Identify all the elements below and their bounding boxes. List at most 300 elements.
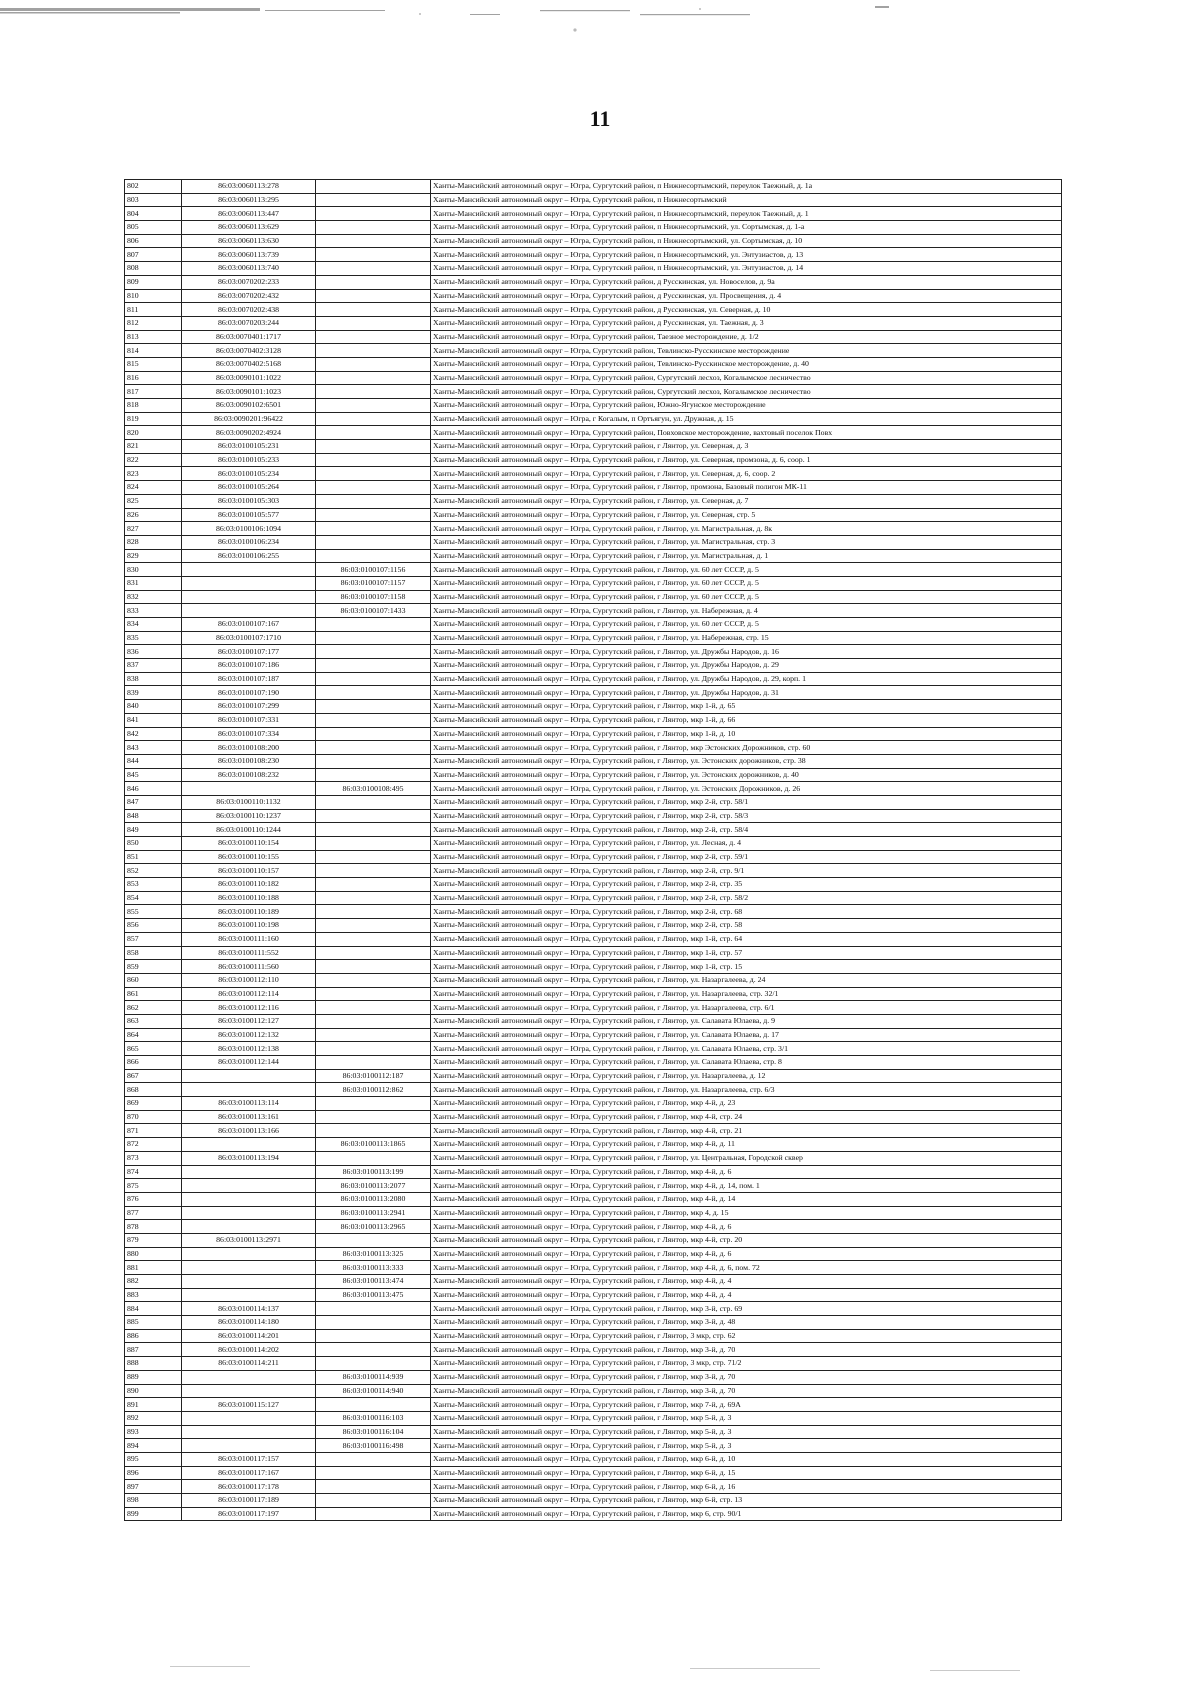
cadastral-number-cell bbox=[182, 1275, 316, 1289]
cadastral-number-cell: 86:03:0100117:178 bbox=[182, 1480, 316, 1494]
row-number-cell: 882 bbox=[125, 1275, 182, 1289]
row-number-cell: 810 bbox=[125, 289, 182, 303]
secondary-cadastral-number-cell bbox=[316, 1480, 431, 1494]
address-cell: Ханты-Мансийский автономный округ – Югра, Сургутский район, г Лянтор, мкр 5-й, д. 3 bbox=[431, 1411, 1062, 1425]
cadastral-number-cell: 86:03:0070402:5168 bbox=[182, 357, 316, 371]
cadastral-number-cell: 86:03:0060113:629 bbox=[182, 221, 316, 235]
row-number-cell: 804 bbox=[125, 207, 182, 221]
secondary-cadastral-number-cell: 86:03:0100114:940 bbox=[316, 1384, 431, 1398]
table-row bbox=[125, 809, 1062, 823]
table-row bbox=[125, 905, 1062, 919]
secondary-cadastral-number-cell bbox=[316, 1001, 431, 1015]
table-row bbox=[125, 1192, 1062, 1206]
address-cell: Ханты-Мансийский автономный округ – Югра, г Когалым, п Ортъягун, ул. Дружная, д. 15 bbox=[431, 412, 1062, 426]
address-cell: Ханты-Мансийский автономный округ – Югра, Сургутский район, г Лянтор, мкр 2-й, стр. 58/2 bbox=[431, 891, 1062, 905]
address-cell: Ханты-Мансийский автономный округ – Югра, Сургутский район, Сургутский лесхоз, Когалымское лесничество bbox=[431, 371, 1062, 385]
secondary-cadastral-number-cell bbox=[316, 1056, 431, 1070]
row-number-cell: 803 bbox=[125, 193, 182, 207]
address-cell: Ханты-Мансийский автономный округ – Югра, Сургутский район, Таезное месторождение, д. 1/2 bbox=[431, 330, 1062, 344]
cadastral-number-cell: 86:03:0100114:202 bbox=[182, 1343, 316, 1357]
table-body bbox=[125, 180, 1062, 1521]
table-row bbox=[125, 275, 1062, 289]
cadastral-number-cell: 86:03:0100111:560 bbox=[182, 960, 316, 974]
cadastral-number-cell: 86:03:0060113:295 bbox=[182, 193, 316, 207]
table-row bbox=[125, 1316, 1062, 1330]
row-number-cell: 859 bbox=[125, 960, 182, 974]
table-row bbox=[125, 357, 1062, 371]
address-cell: Ханты-Мансийский автономный округ – Югра, Сургутский район, г Лянтор, ул. Салавата Юлаева, д. 9 bbox=[431, 1014, 1062, 1028]
cadastral-number-cell: 86:03:0100110:1244 bbox=[182, 823, 316, 837]
page-number: 11 bbox=[589, 106, 611, 131]
row-number-cell: 829 bbox=[125, 549, 182, 563]
table-row bbox=[125, 576, 1062, 590]
secondary-cadastral-number-cell bbox=[316, 741, 431, 755]
table-row bbox=[125, 440, 1062, 454]
secondary-cadastral-number-cell bbox=[316, 1343, 431, 1357]
cadastral-number-cell: 86:03:0060113:278 bbox=[182, 180, 316, 194]
address-cell: Ханты-Мансийский автономный округ – Югра, Сургутский район, г Лянтор, мкр 2-й, стр. 58 bbox=[431, 919, 1062, 933]
table-row bbox=[125, 713, 1062, 727]
cadastral-number-cell: 86:03:0100117:167 bbox=[182, 1466, 316, 1480]
row-number-cell: 825 bbox=[125, 494, 182, 508]
table-row bbox=[125, 1206, 1062, 1220]
secondary-cadastral-number-cell bbox=[316, 330, 431, 344]
secondary-cadastral-number-cell: 86:03:0100113:325 bbox=[316, 1247, 431, 1261]
table-row bbox=[125, 1357, 1062, 1371]
secondary-cadastral-number-cell bbox=[316, 1466, 431, 1480]
address-cell: Ханты-Мансийский автономный округ – Югра, Сургутский район, г Лянтор, мкр 2-й, стр. 35 bbox=[431, 878, 1062, 892]
row-number-cell: 869 bbox=[125, 1097, 182, 1111]
secondary-cadastral-number-cell: 86:03:0100107:1157 bbox=[316, 576, 431, 590]
table-row bbox=[125, 727, 1062, 741]
secondary-cadastral-number-cell bbox=[316, 426, 431, 440]
table-row bbox=[125, 1138, 1062, 1152]
address-cell: Ханты-Мансийский автономный округ – Югра, Сургутский район, г Лянтор, мкр 1-й, д. 65 bbox=[431, 700, 1062, 714]
secondary-cadastral-number-cell bbox=[316, 672, 431, 686]
secondary-cadastral-number-cell bbox=[316, 522, 431, 536]
secondary-cadastral-number-cell bbox=[316, 960, 431, 974]
cadastral-number-cell: 86:03:0070202:438 bbox=[182, 303, 316, 317]
table-row bbox=[125, 399, 1062, 413]
address-cell: Ханты-Мансийский автономный округ – Югра, Сургутский район, г Лянтор, мкр 3-й, д. 48 bbox=[431, 1316, 1062, 1330]
table-row bbox=[125, 645, 1062, 659]
secondary-cadastral-number-cell bbox=[316, 905, 431, 919]
secondary-cadastral-number-cell bbox=[316, 795, 431, 809]
table-row bbox=[125, 768, 1062, 782]
row-number-cell: 837 bbox=[125, 659, 182, 673]
table-row bbox=[125, 371, 1062, 385]
secondary-cadastral-number-cell bbox=[316, 467, 431, 481]
table-row bbox=[125, 850, 1062, 864]
secondary-cadastral-number-cell bbox=[316, 987, 431, 1001]
row-number-cell: 806 bbox=[125, 234, 182, 248]
address-cell: Ханты-Мансийский автономный округ – Югра, Сургутский район, Сургутский лесхоз, Когалымское лесничество bbox=[431, 385, 1062, 399]
row-number-cell: 898 bbox=[125, 1494, 182, 1508]
cadastral-number-cell: 86:03:0100113:114 bbox=[182, 1097, 316, 1111]
row-number-cell: 828 bbox=[125, 535, 182, 549]
table-row bbox=[125, 618, 1062, 632]
row-number-cell: 867 bbox=[125, 1069, 182, 1083]
table-row bbox=[125, 878, 1062, 892]
table-row bbox=[125, 1384, 1062, 1398]
row-number-cell: 870 bbox=[125, 1110, 182, 1124]
table-row bbox=[125, 1179, 1062, 1193]
secondary-cadastral-number-cell bbox=[316, 659, 431, 673]
cadastral-number-cell: 86:03:0100114:211 bbox=[182, 1357, 316, 1371]
row-number-cell: 846 bbox=[125, 782, 182, 796]
secondary-cadastral-number-cell: 86:03:0100113:199 bbox=[316, 1165, 431, 1179]
cadastral-number-cell: 86:03:0090202:4924 bbox=[182, 426, 316, 440]
property-register-table bbox=[124, 179, 1062, 1521]
row-number-cell: 802 bbox=[125, 180, 182, 194]
cadastral-number-cell bbox=[182, 1138, 316, 1152]
address-cell: Ханты-Мансийский автономный округ – Югра, Сургутский район, г Лянтор, ул. Северная, д. 7 bbox=[431, 494, 1062, 508]
cadastral-number-cell: 86:03:0100112:138 bbox=[182, 1042, 316, 1056]
table-row bbox=[125, 1480, 1062, 1494]
row-number-cell: 817 bbox=[125, 385, 182, 399]
cadastral-number-cell: 86:03:0090101:1023 bbox=[182, 385, 316, 399]
address-cell: Ханты-Мансийский автономный округ – Югра, Сургутский район, п Нижнесортымский, переулок Таежный, д. 1а bbox=[431, 180, 1062, 194]
address-cell: Ханты-Мансийский автономный округ – Югра, Сургутский район, г Лянтор, мкр 5-й, д. 3 bbox=[431, 1425, 1062, 1439]
cadastral-number-cell: 86:03:0100110:157 bbox=[182, 864, 316, 878]
cadastral-number-cell: 86:03:0100114:137 bbox=[182, 1302, 316, 1316]
table-row bbox=[125, 1220, 1062, 1234]
row-number-cell: 874 bbox=[125, 1165, 182, 1179]
address-cell: Ханты-Мансийский автономный округ – Югра, Сургутский район, г Лянтор, ул. Лесная, д. 4 bbox=[431, 837, 1062, 851]
row-number-cell: 888 bbox=[125, 1357, 182, 1371]
address-cell: Ханты-Мансийский автономный округ – Югра, Сургутский район, г Лянтор, ул. Назаргалеева, стр. 6/1 bbox=[431, 1001, 1062, 1015]
cadastral-number-cell: 86:03:0070202:432 bbox=[182, 289, 316, 303]
address-cell: Ханты-Мансийский автономный округ – Югра, Сургутский район, г Лянтор, ул. Дружбы Народов, д. 29 bbox=[431, 659, 1062, 673]
row-number-cell: 895 bbox=[125, 1452, 182, 1466]
table-row bbox=[125, 1233, 1062, 1247]
row-number-cell: 894 bbox=[125, 1439, 182, 1453]
table-row bbox=[125, 1343, 1062, 1357]
cadastral-number-cell: 86:03:0100117:157 bbox=[182, 1452, 316, 1466]
row-number-cell: 813 bbox=[125, 330, 182, 344]
cadastral-number-cell: 86:03:0100105:233 bbox=[182, 453, 316, 467]
table-row bbox=[125, 659, 1062, 673]
cadastral-number-cell: 86:03:0100112:114 bbox=[182, 987, 316, 1001]
address-cell: Ханты-Мансийский автономный округ – Югра, Сургутский район, г Лянтор, ул. Центральная, Городской сквер bbox=[431, 1151, 1062, 1165]
table-row bbox=[125, 453, 1062, 467]
row-number-cell: 844 bbox=[125, 754, 182, 768]
row-number-cell: 807 bbox=[125, 248, 182, 262]
row-number-cell: 856 bbox=[125, 919, 182, 933]
cadastral-number-cell: 86:03:0100113:166 bbox=[182, 1124, 316, 1138]
cadastral-number-cell: 86:03:0100107:190 bbox=[182, 686, 316, 700]
row-number-cell: 860 bbox=[125, 973, 182, 987]
address-cell: Ханты-Мансийский автономный округ – Югра, Сургутский район, г Лянтор, ул. Северная, д. 3 bbox=[431, 440, 1062, 454]
row-number-cell: 816 bbox=[125, 371, 182, 385]
address-cell: Ханты-Мансийский автономный округ – Югра, Сургутский район, г Лянтор, мкр 2-й, стр. 58/3 bbox=[431, 809, 1062, 823]
row-number-cell: 857 bbox=[125, 932, 182, 946]
address-cell: Ханты-Мансийский автономный округ – Югра, Сургутский район, г Лянтор, ул. Эстонских Дорожников, д. 26 bbox=[431, 782, 1062, 796]
table-row bbox=[125, 1275, 1062, 1289]
address-cell: Ханты-Мансийский автономный округ – Югра, Сургутский район, г Лянтор, ул. Северная, д. 6, соор. 2 bbox=[431, 467, 1062, 481]
table-row bbox=[125, 330, 1062, 344]
table-row bbox=[125, 946, 1062, 960]
scan-noise-top bbox=[0, 0, 1200, 40]
row-number-cell: 823 bbox=[125, 467, 182, 481]
table-row bbox=[125, 1507, 1062, 1521]
secondary-cadastral-number-cell bbox=[316, 618, 431, 632]
address-cell: Ханты-Мансийский автономный округ – Югра, Сургутский район, г Лянтор, ул. Дружбы Народов, д. 29, корп. 1 bbox=[431, 672, 1062, 686]
cadastral-number-cell: 86:03:0100113:161 bbox=[182, 1110, 316, 1124]
address-cell: Ханты-Мансийский автономный округ – Югра, Сургутский район, г Лянтор, мкр 6-й, стр. 13 bbox=[431, 1494, 1062, 1508]
row-number-cell: 814 bbox=[125, 344, 182, 358]
address-cell: Ханты-Мансийский автономный округ – Югра, Сургутский район, г Лянтор, ул. Салавата Юлаева, стр. 8 bbox=[431, 1056, 1062, 1070]
table-row bbox=[125, 1466, 1062, 1480]
cadastral-number-cell: 86:03:0070203:244 bbox=[182, 316, 316, 330]
cadastral-number-cell: 86:03:0100106:1094 bbox=[182, 522, 316, 536]
cadastral-number-cell: 86:03:0100117:189 bbox=[182, 1494, 316, 1508]
cadastral-number-cell bbox=[182, 1384, 316, 1398]
table-row bbox=[125, 1302, 1062, 1316]
row-number-cell: 880 bbox=[125, 1247, 182, 1261]
table-row bbox=[125, 221, 1062, 235]
secondary-cadastral-number-cell bbox=[316, 700, 431, 714]
secondary-cadastral-number-cell bbox=[316, 1124, 431, 1138]
secondary-cadastral-number-cell bbox=[316, 221, 431, 235]
row-number-cell: 811 bbox=[125, 303, 182, 317]
secondary-cadastral-number-cell bbox=[316, 823, 431, 837]
cadastral-number-cell bbox=[182, 1425, 316, 1439]
secondary-cadastral-number-cell bbox=[316, 754, 431, 768]
secondary-cadastral-number-cell bbox=[316, 481, 431, 495]
scan-noise-bottom bbox=[0, 1640, 1200, 1689]
row-number-cell: 834 bbox=[125, 618, 182, 632]
secondary-cadastral-number-cell: 86:03:0100116:104 bbox=[316, 1425, 431, 1439]
row-number-cell: 897 bbox=[125, 1480, 182, 1494]
address-cell: Ханты-Мансийский автономный округ – Югра, Сургутский район, г Лянтор, мкр 4-й, стр. 20 bbox=[431, 1233, 1062, 1247]
address-cell: Ханты-Мансийский автономный округ – Югра, Сургутский район, г Лянтор, мкр 2-й, стр. 68 bbox=[431, 905, 1062, 919]
row-number-cell: 862 bbox=[125, 1001, 182, 1015]
address-cell: Ханты-Мансийский автономный округ – Югра, Сургутский район, г Лянтор, мкр 1-й, стр. 57 bbox=[431, 946, 1062, 960]
row-number-cell: 819 bbox=[125, 412, 182, 426]
secondary-cadastral-number-cell bbox=[316, 1014, 431, 1028]
cadastral-number-cell bbox=[182, 1165, 316, 1179]
cadastral-number-cell bbox=[182, 1179, 316, 1193]
table-row bbox=[125, 1398, 1062, 1412]
cadastral-number-cell bbox=[182, 590, 316, 604]
table-row bbox=[125, 207, 1062, 221]
cadastral-number-cell: 86:03:0100113:194 bbox=[182, 1151, 316, 1165]
row-number-cell: 848 bbox=[125, 809, 182, 823]
row-number-cell: 849 bbox=[125, 823, 182, 837]
cadastral-number-cell: 86:03:0100117:197 bbox=[182, 1507, 316, 1521]
cadastral-number-cell: 86:03:0100107:334 bbox=[182, 727, 316, 741]
table-row bbox=[125, 1028, 1062, 1042]
secondary-cadastral-number-cell bbox=[316, 303, 431, 317]
row-number-cell: 865 bbox=[125, 1042, 182, 1056]
row-number-cell: 833 bbox=[125, 604, 182, 618]
row-number-cell: 815 bbox=[125, 357, 182, 371]
secondary-cadastral-number-cell: 86:03:0100107:1156 bbox=[316, 563, 431, 577]
cadastral-number-cell: 86:03:0070202:233 bbox=[182, 275, 316, 289]
address-cell: Ханты-Мансийский автономный округ – Югра, Сургутский район, г Лянтор, мкр 4-й, д. 4 bbox=[431, 1275, 1062, 1289]
row-number-cell: 855 bbox=[125, 905, 182, 919]
address-cell: Ханты-Мансийский автономный округ – Югра, Сургутский район, г Лянтор, ул. Эстонских дорожников, стр. 38 bbox=[431, 754, 1062, 768]
table-row bbox=[125, 1261, 1062, 1275]
secondary-cadastral-number-cell bbox=[316, 262, 431, 276]
row-number-cell: 879 bbox=[125, 1233, 182, 1247]
address-cell: Ханты-Мансийский автономный округ – Югра, Сургутский район, п Нижнесортымский, ул. Энтузиастов, д. 13 bbox=[431, 248, 1062, 262]
row-number-cell: 824 bbox=[125, 481, 182, 495]
table-row bbox=[125, 248, 1062, 262]
cadastral-number-cell: 86:03:0100106:255 bbox=[182, 549, 316, 563]
cadastral-number-cell: 86:03:0100108:232 bbox=[182, 768, 316, 782]
table-row bbox=[125, 1411, 1062, 1425]
secondary-cadastral-number-cell bbox=[316, 344, 431, 358]
row-number-cell: 891 bbox=[125, 1398, 182, 1412]
address-cell: Ханты-Мансийский автономный округ – Югра, Сургутский район, г Лянтор, мкр 3-й, д. 70 bbox=[431, 1384, 1062, 1398]
table-row bbox=[125, 823, 1062, 837]
address-cell: Ханты-Мансийский автономный округ – Югра, Сургутский район, Повховское месторождение, вахтовый поселок Повх bbox=[431, 426, 1062, 440]
table-row bbox=[125, 1001, 1062, 1015]
row-number-cell: 809 bbox=[125, 275, 182, 289]
secondary-cadastral-number-cell: 86:03:0100108:495 bbox=[316, 782, 431, 796]
row-number-cell: 842 bbox=[125, 727, 182, 741]
address-cell: Ханты-Мансийский автономный округ – Югра, Сургутский район, г Лянтор, ул. Салавата Юлаева, стр. 3/1 bbox=[431, 1042, 1062, 1056]
address-cell: Ханты-Мансийский автономный округ – Югра, Сургутский район, г Лянтор, ул. 60 лет СССР, д. 5 bbox=[431, 576, 1062, 590]
table-row bbox=[125, 344, 1062, 358]
cadastral-number-cell bbox=[182, 1192, 316, 1206]
table-row bbox=[125, 1056, 1062, 1070]
row-number-cell: 889 bbox=[125, 1370, 182, 1384]
secondary-cadastral-number-cell: 86:03:0100112:862 bbox=[316, 1083, 431, 1097]
table-row bbox=[125, 508, 1062, 522]
cadastral-number-cell bbox=[182, 1206, 316, 1220]
table-row bbox=[125, 782, 1062, 796]
address-cell: Ханты-Мансийский автономный округ – Югра, Сургутский район, г Лянтор, мкр 3-й, д. 70 bbox=[431, 1343, 1062, 1357]
cadastral-number-cell: 86:03:0060113:630 bbox=[182, 234, 316, 248]
cadastral-number-cell: 86:03:0090102:6501 bbox=[182, 399, 316, 413]
row-number-cell: 890 bbox=[125, 1384, 182, 1398]
address-cell: Ханты-Мансийский автономный округ – Югра, Сургутский район, г Лянтор, мкр 2-й, стр. 58/4 bbox=[431, 823, 1062, 837]
secondary-cadastral-number-cell bbox=[316, 440, 431, 454]
secondary-cadastral-number-cell bbox=[316, 932, 431, 946]
address-cell: Ханты-Мансийский автономный округ – Югра, Сургутский район, г Лянтор, мкр 4-й, д. 6 bbox=[431, 1165, 1062, 1179]
secondary-cadastral-number-cell bbox=[316, 549, 431, 563]
secondary-cadastral-number-cell bbox=[316, 686, 431, 700]
row-number-cell: 822 bbox=[125, 453, 182, 467]
address-cell: Ханты-Мансийский автономный округ – Югра, Сургутский район, г Лянтор, мкр 2-й, стр. 9/1 bbox=[431, 864, 1062, 878]
secondary-cadastral-number-cell bbox=[316, 1398, 431, 1412]
secondary-cadastral-number-cell bbox=[316, 946, 431, 960]
secondary-cadastral-number-cell bbox=[316, 973, 431, 987]
table-row bbox=[125, 1069, 1062, 1083]
secondary-cadastral-number-cell bbox=[316, 727, 431, 741]
row-number-cell: 877 bbox=[125, 1206, 182, 1220]
secondary-cadastral-number-cell bbox=[316, 1110, 431, 1124]
row-number-cell: 808 bbox=[125, 262, 182, 276]
cadastral-number-cell bbox=[182, 1370, 316, 1384]
row-number-cell: 830 bbox=[125, 563, 182, 577]
secondary-cadastral-number-cell bbox=[316, 878, 431, 892]
secondary-cadastral-number-cell bbox=[316, 631, 431, 645]
cadastral-number-cell: 86:03:0060113:447 bbox=[182, 207, 316, 221]
cadastral-number-cell: 86:03:0100107:1710 bbox=[182, 631, 316, 645]
row-number-cell: 885 bbox=[125, 1316, 182, 1330]
cadastral-number-cell: 86:03:0100105:303 bbox=[182, 494, 316, 508]
address-cell: Ханты-Мансийский автономный округ – Югра, Сургутский район, г Лянтор, мкр 4-й, стр. 21 bbox=[431, 1124, 1062, 1138]
table-row bbox=[125, 932, 1062, 946]
address-cell: Ханты-Мансийский автономный округ – Югра, Сургутский район, г Лянтор, мкр 4-й, д. 14 bbox=[431, 1192, 1062, 1206]
table-row bbox=[125, 1083, 1062, 1097]
cadastral-number-cell: 86:03:0100110:182 bbox=[182, 878, 316, 892]
secondary-cadastral-number-cell bbox=[316, 385, 431, 399]
cadastral-number-cell bbox=[182, 1288, 316, 1302]
secondary-cadastral-number-cell bbox=[316, 837, 431, 851]
address-cell: Ханты-Мансийский автономный округ – Югра, Сургутский район, г Лянтор, ул. Салавата Юлаева, д. 17 bbox=[431, 1028, 1062, 1042]
address-cell: Ханты-Мансийский автономный округ – Югра, Сургутский район, г Лянтор, мкр 4-й, стр. 24 bbox=[431, 1110, 1062, 1124]
cadastral-number-cell: 86:03:0100110:198 bbox=[182, 919, 316, 933]
secondary-cadastral-number-cell bbox=[316, 713, 431, 727]
row-number-cell: 851 bbox=[125, 850, 182, 864]
secondary-cadastral-number-cell bbox=[316, 1507, 431, 1521]
table-row bbox=[125, 316, 1062, 330]
table-row bbox=[125, 262, 1062, 276]
table-row bbox=[125, 1014, 1062, 1028]
address-cell: Ханты-Мансийский автономный округ – Югра, Сургутский район, г Лянтор, мкр 6-й, д. 10 bbox=[431, 1452, 1062, 1466]
table-row bbox=[125, 180, 1062, 194]
cadastral-number-cell: 86:03:0100115:127 bbox=[182, 1398, 316, 1412]
address-cell: Ханты-Мансийский автономный округ – Югра, Сургутский район, г Лянтор, ул. Назаргалеева, д. 24 bbox=[431, 973, 1062, 987]
address-cell: Ханты-Мансийский автономный округ – Югра, Сургутский район, г Лянтор, мкр 1-й, д. 10 bbox=[431, 727, 1062, 741]
table-row bbox=[125, 1151, 1062, 1165]
secondary-cadastral-number-cell bbox=[316, 1357, 431, 1371]
secondary-cadastral-number-cell bbox=[316, 1028, 431, 1042]
row-number-cell: 863 bbox=[125, 1014, 182, 1028]
cadastral-number-cell: 86:03:0100110:154 bbox=[182, 837, 316, 851]
cadastral-number-cell: 86:03:0100110:1237 bbox=[182, 809, 316, 823]
address-cell: Ханты-Мансийский автономный округ – Югра, Сургутский район, г Лянтор, ул. Магистральная, д. 1 bbox=[431, 549, 1062, 563]
cadastral-number-cell: 86:03:0100106:234 bbox=[182, 535, 316, 549]
address-cell: Ханты-Мансийский автономный округ – Югра, Сургутский район, г Лянтор, ул. 60 лет СССР, д. 5 bbox=[431, 590, 1062, 604]
address-cell: Ханты-Мансийский автономный округ – Югра, Сургутский район, д Русскинская, ул. Просвещения, д. 4 bbox=[431, 289, 1062, 303]
row-number-cell: 820 bbox=[125, 426, 182, 440]
cadastral-number-cell: 86:03:0060113:740 bbox=[182, 262, 316, 276]
cadastral-number-cell: 86:03:0100111:160 bbox=[182, 932, 316, 946]
cadastral-number-cell: 86:03:0090201:96422 bbox=[182, 412, 316, 426]
cadastral-number-cell bbox=[182, 1261, 316, 1275]
secondary-cadastral-number-cell: 86:03:0100112:187 bbox=[316, 1069, 431, 1083]
table-row bbox=[125, 535, 1062, 549]
table-row bbox=[125, 1439, 1062, 1453]
cadastral-number-cell: 86:03:0100110:188 bbox=[182, 891, 316, 905]
secondary-cadastral-number-cell bbox=[316, 316, 431, 330]
address-cell: Ханты-Мансийский автономный округ – Югра, Сургутский район, г Лянтор, ул. Набережная, д. 4 bbox=[431, 604, 1062, 618]
address-cell: Ханты-Мансийский автономный округ – Югра, Сургутский район, г Лянтор, мкр 3-й, стр. 69 bbox=[431, 1302, 1062, 1316]
address-cell: Ханты-Мансийский автономный округ – Югра, Сургутский район, г Лянтор, мкр 2-й, стр. 59/1 bbox=[431, 850, 1062, 864]
secondary-cadastral-number-cell bbox=[316, 412, 431, 426]
table-row bbox=[125, 1370, 1062, 1384]
row-number-cell: 899 bbox=[125, 1507, 182, 1521]
row-number-cell: 886 bbox=[125, 1329, 182, 1343]
cadastral-number-cell: 86:03:0100112:132 bbox=[182, 1028, 316, 1042]
secondary-cadastral-number-cell bbox=[316, 1329, 431, 1343]
row-number-cell: 892 bbox=[125, 1411, 182, 1425]
cadastral-number-cell: 86:03:0100112:116 bbox=[182, 1001, 316, 1015]
secondary-cadastral-number-cell: 86:03:0100113:475 bbox=[316, 1288, 431, 1302]
table-row bbox=[125, 1452, 1062, 1466]
address-cell: Ханты-Мансийский автономный округ – Югра, Сургутский район, г Лянтор, мкр 6, стр. 90/1 bbox=[431, 1507, 1062, 1521]
secondary-cadastral-number-cell bbox=[316, 275, 431, 289]
row-number-cell: 883 bbox=[125, 1288, 182, 1302]
address-cell: Ханты-Мансийский автономный округ – Югра, Сургутский район, п Нижнесортымский, ул. Сортымская, д. 1-а bbox=[431, 221, 1062, 235]
address-cell: Ханты-Мансийский автономный округ – Югра, Сургутский район, г Лянтор, мкр 2-й, стр. 58/1 bbox=[431, 795, 1062, 809]
